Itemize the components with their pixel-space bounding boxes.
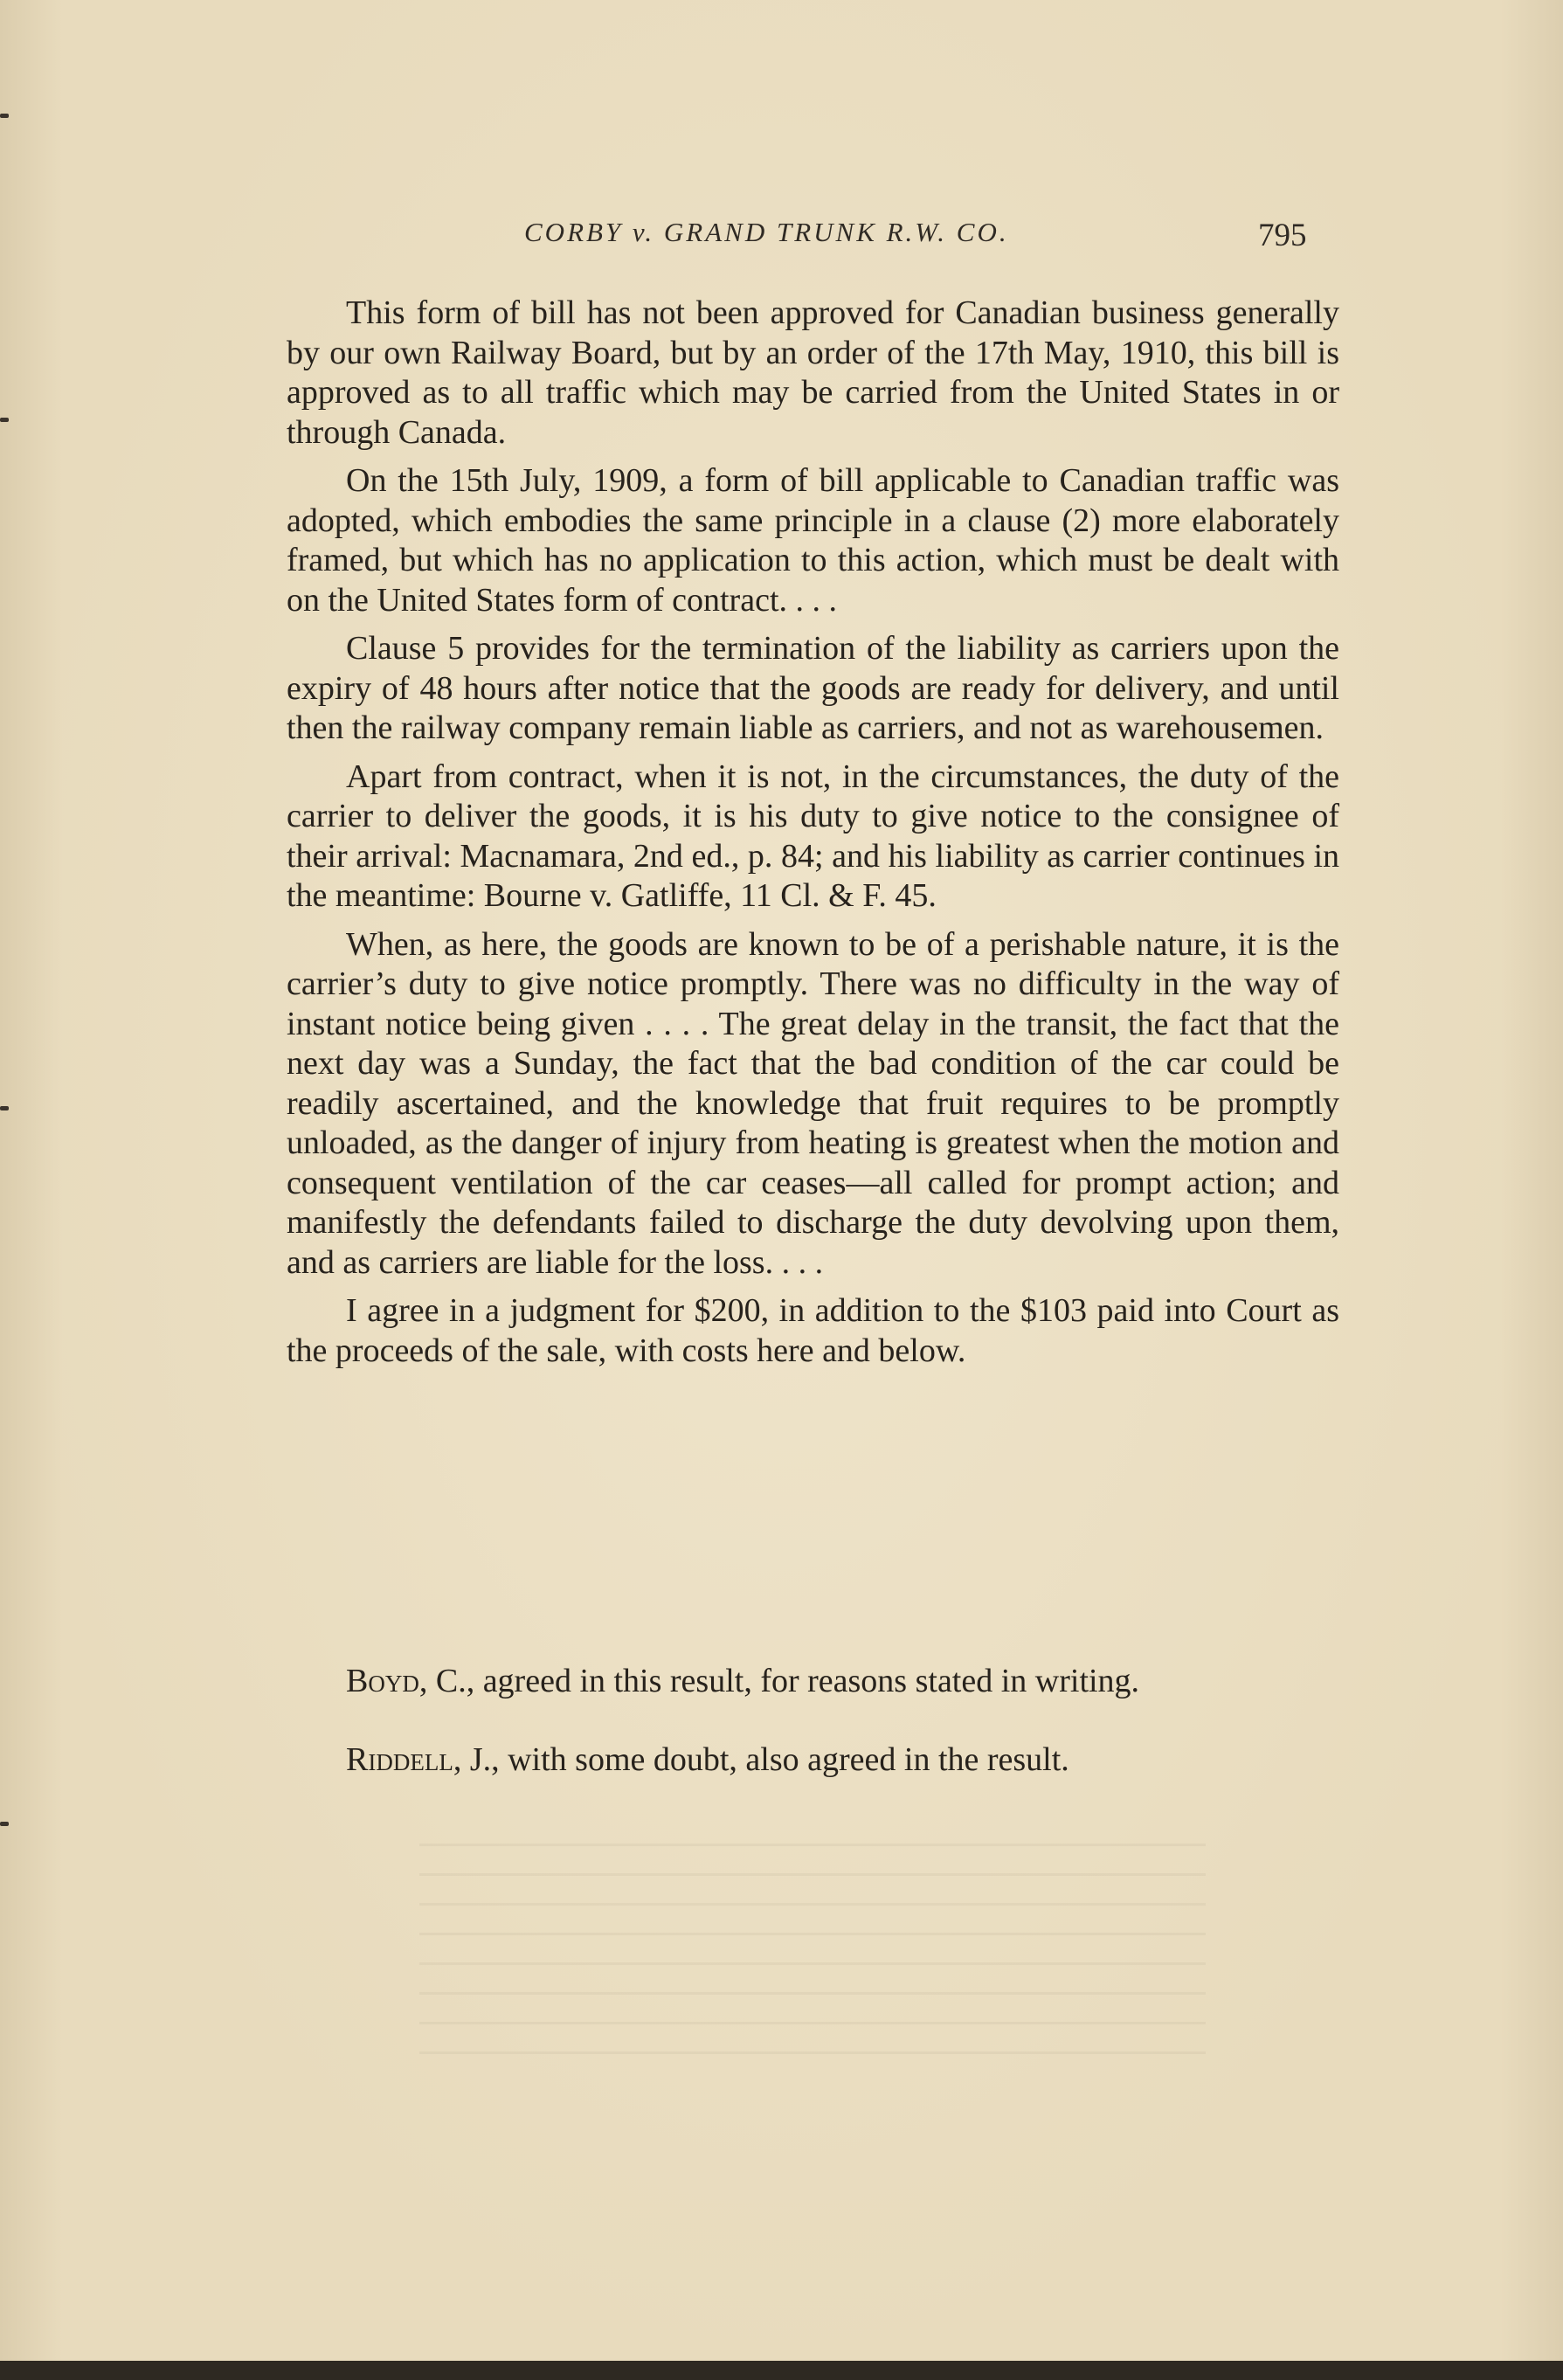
judgment-text (287, 294, 1339, 1380)
paragraph-canadian-traffic: On the 15th July, 1909, a form of bill applicable to Canadian traffic was adopted, which embodies the same principle in a clause (2) more elaborately framed, but which has no application to this action, which must be dealt with on the United States form of contract. . . . (287, 462, 1339, 619)
page-number: 795 (1258, 218, 1307, 253)
paragraph-bill-approval: This form of bill has not been approved for Canadian business generally by our own Railway Board, but by an order of the 17th May, 1910, this bill is approved as to all traffic which may be carried from the United States in or through Canada. (287, 294, 1339, 451)
boyd-statement: , C., agreed in this result, for reasons stated in writing. (418, 1663, 1140, 1699)
paragraph-notice-duty: Apart from contract, when it is not, in the circumstances, the duty of the carrier to deliver the goods, it is his duty to give notice to the consignee of their arrival: Macnamara, 2nd ed., p. 84; and his liability as carrier continues in the meantime: Bourne v. Gatliffe, 11 Cl. & F. 45. (287, 758, 1339, 914)
paragraph-judgment: I agree in a judgment for $200, in addition to the $103 paid into Court as the proceeds of the sale, with costs here and below. (287, 1292, 1339, 1369)
paragraph-perishable-goods: When, as here, the goods are known to be of a perishable nature, it is the carrier’s duty to give notice promptly. There was no difficulty in the way of instant notice being given . . . . The great delay in the transit, the fact that the next day was a Sunday, the fact that the bad condition of the car could be readily ascertained, and the knowledge that fruit requires to be promptly unloaded, as the danger of injury from heating is greatest when the motion and consequent ventilation of the car ceases—all called for prompt action; and manifestly the defendants failed to discharge the duty devolving upon them, and as carriers are liable for the loss. . . . (287, 925, 1339, 1281)
paragraph-clause-5: Clause 5 provides for the termination of the liability as carriers upon the expiry of 48 hours after notice that the goods are ready for delivery, and until then the railway company remain liable as carriers, and not as warehousemen. (287, 630, 1339, 746)
riddell-concurrence (287, 1740, 1339, 1780)
page-bottom-edge (0, 2361, 1563, 2380)
judge-name-boyd: Boyd (346, 1663, 419, 1699)
running-head (0, 217, 1563, 269)
binding-mark (0, 114, 9, 118)
binding-mark (0, 1106, 9, 1110)
binding-mark (0, 418, 9, 422)
bleed-through-shadow (419, 1844, 1206, 2071)
running-title: CORBY v. GRAND TRUNK R.W. CO. (524, 217, 1009, 247)
boyd-concurrence (287, 1662, 1339, 1701)
judge-name-riddell: Riddell (346, 1741, 453, 1778)
riddell-statement: , J., with some doubt, also agreed in the result. (453, 1741, 1069, 1778)
binding-mark (0, 1822, 9, 1826)
